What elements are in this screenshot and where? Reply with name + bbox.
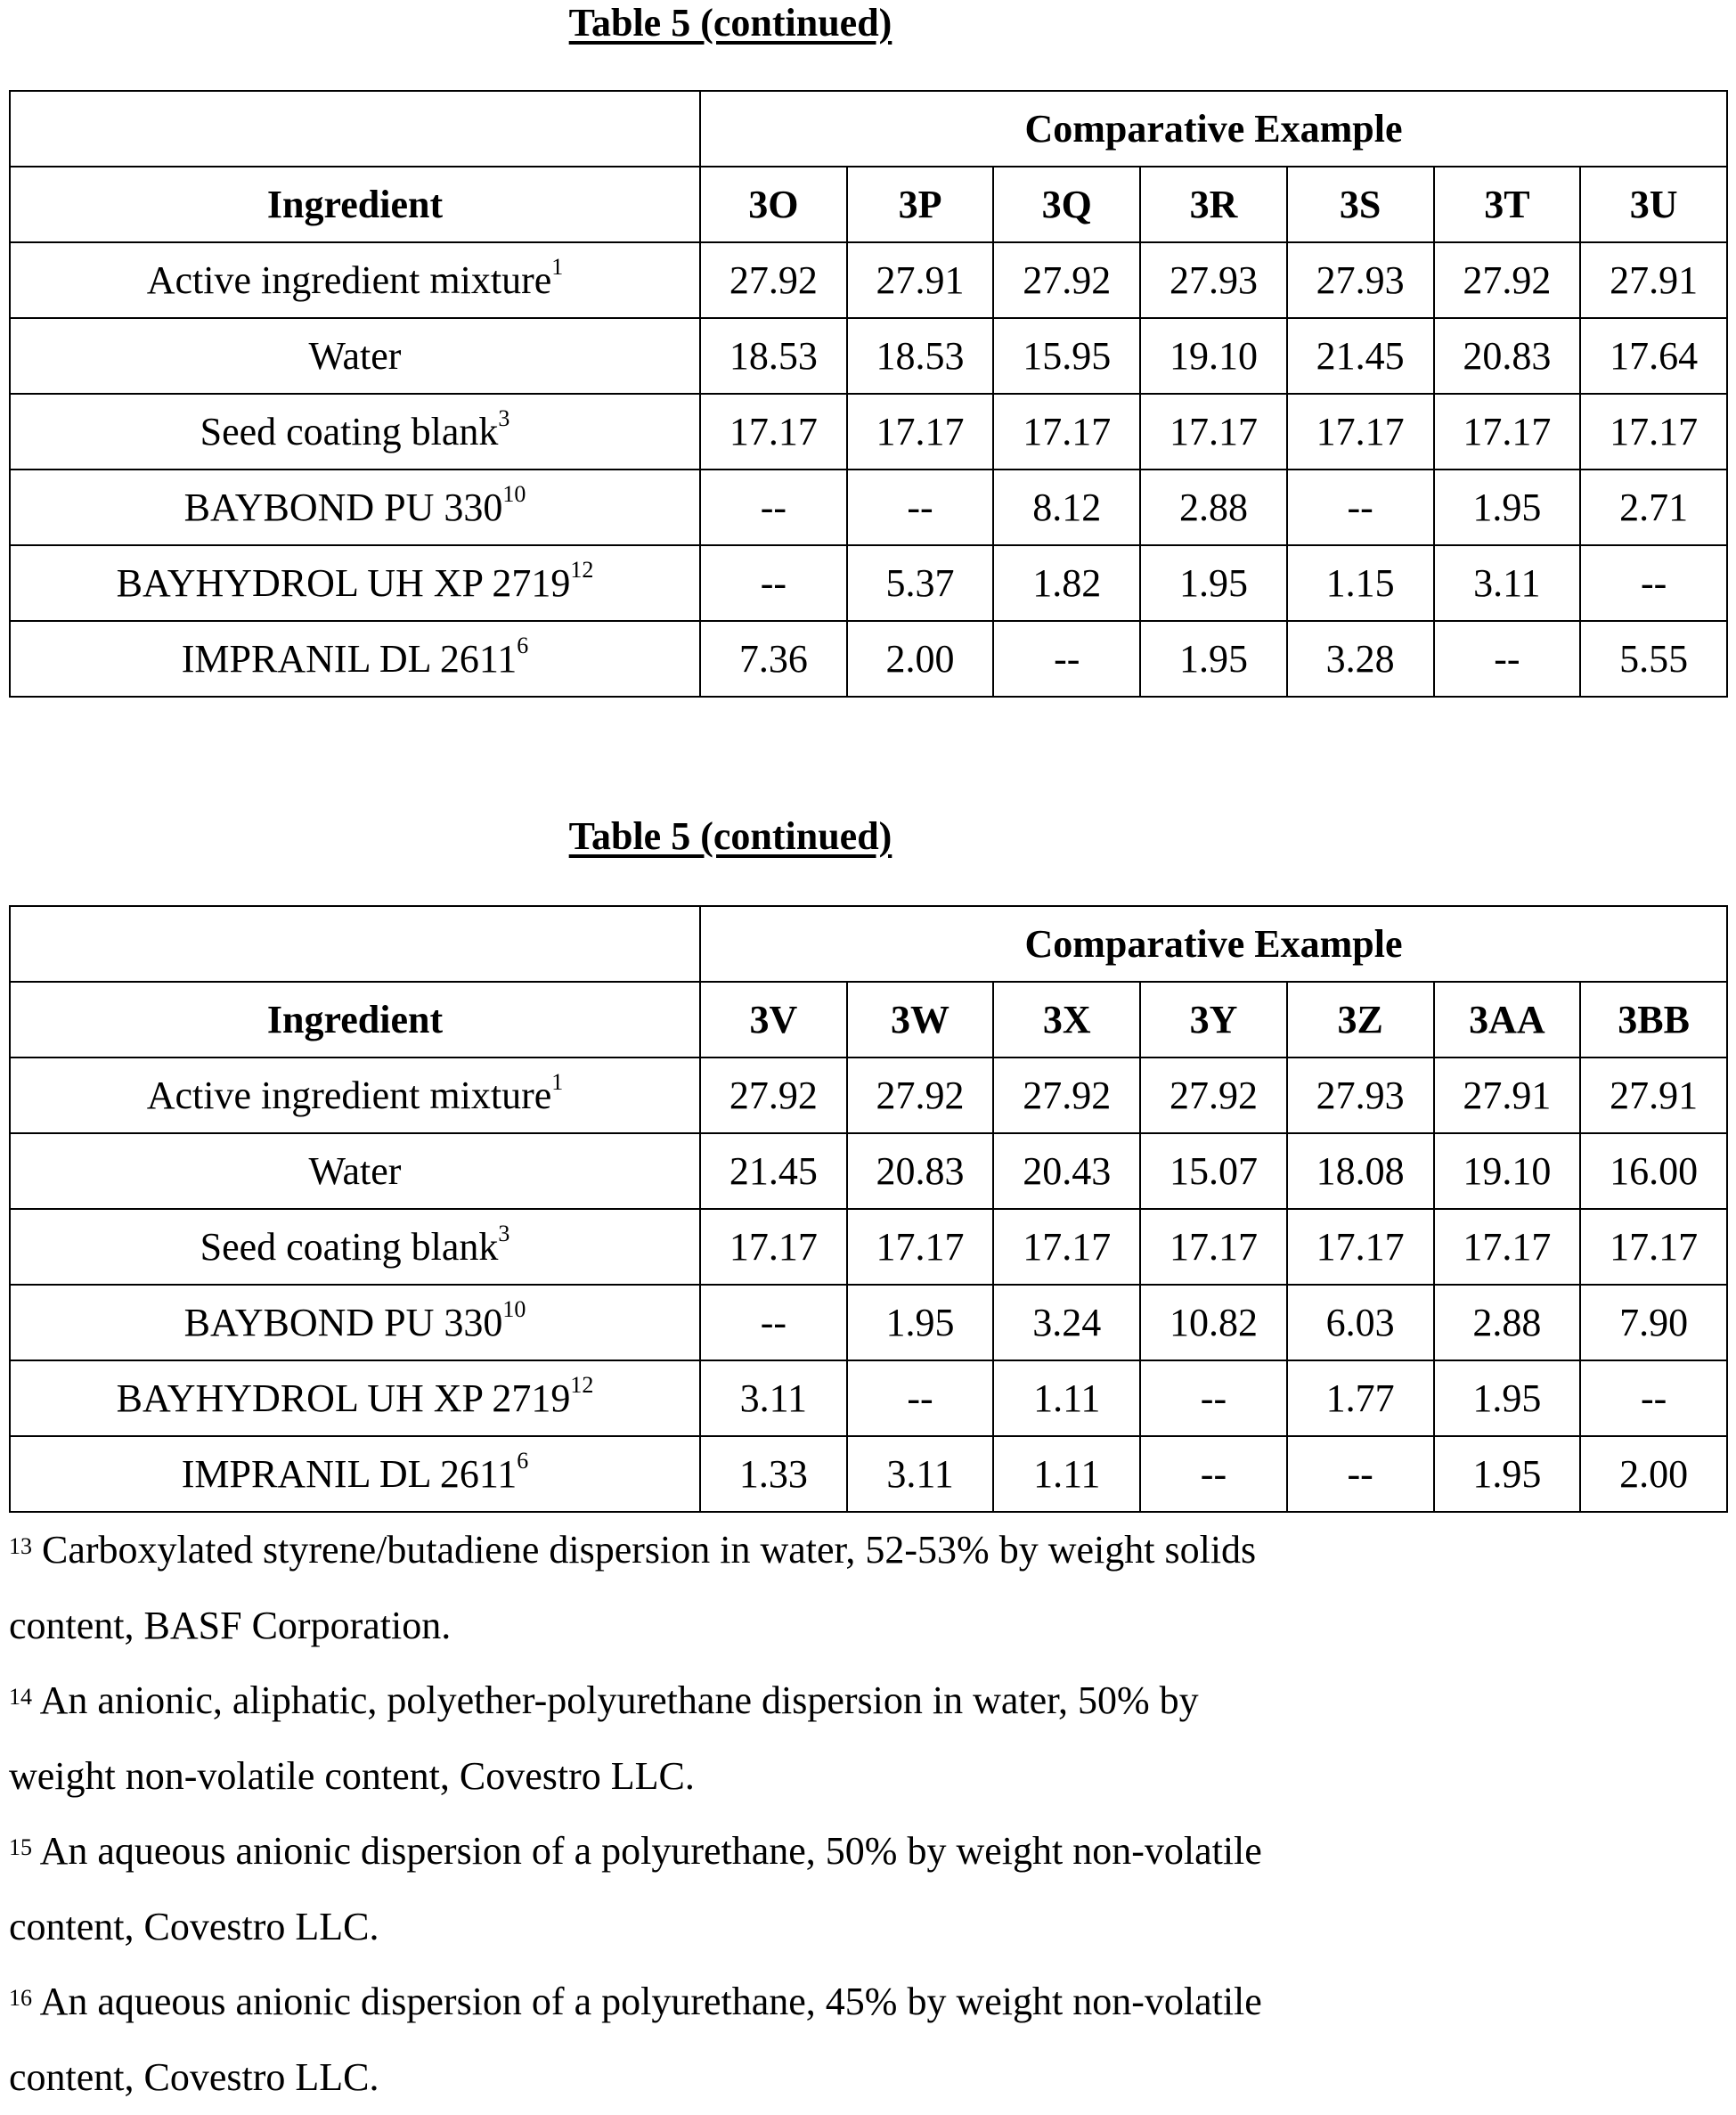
footnote [9,1663,1612,1814]
ingredient-label: BAYHYDROL UH XP 2719 [117,1376,571,1420]
ingredient-name [10,1209,700,1285]
footnote [9,1964,1612,2115]
table-cell: 16.00 [1580,1133,1727,1209]
table-cell: 1.77 [1287,1360,1434,1436]
table-row [10,318,1727,394]
footnote-text: An aqueous anionic dispersion of a polyurethane, 50% by weight non-volatile [40,1829,1262,1873]
table-cell: 3.28 [1287,621,1434,697]
table-cell: 21.45 [1287,318,1434,394]
table-cell: 2.71 [1580,470,1727,545]
table-cell: -- [1287,1436,1434,1512]
table-row [10,1209,1727,1285]
ingredient-label: Water [309,334,402,378]
table-row [10,621,1727,697]
table-cell: 20.83 [847,1133,994,1209]
footnote-number: 16 [9,1985,32,2011]
table-cell: 17.17 [1434,1209,1581,1285]
ingredient-label: IMPRANIL DL 2611 [182,637,517,681]
ingredient-name [10,1436,700,1512]
footnote-line [9,1513,1612,1588]
ingredient-label: Active ingredient mixture [147,258,552,302]
table-cell: 1.15 [1287,545,1434,621]
table-cell: 15.07 [1140,1133,1287,1209]
table-row [10,1436,1727,1512]
group-header: Comparative Example [700,91,1727,167]
column-header: 3O [700,167,847,242]
column-header: 3P [847,167,994,242]
ingredient-name [10,1360,700,1436]
table-cell: 5.37 [847,545,994,621]
ingredient-label: Water [309,1149,402,1193]
ingredient-label: Active ingredient mixture [147,1074,552,1117]
footnote-line [9,1964,1612,2040]
table-cell: 17.17 [1287,394,1434,470]
table-cell: 1.11 [993,1360,1140,1436]
footnote-ref: 12 [570,1372,593,1398]
table-cell: -- [1580,545,1727,621]
table-cell: 27.92 [1434,242,1581,318]
empty-cell [10,91,700,167]
table-cell: -- [700,545,847,621]
table-cell: 27.91 [1434,1058,1581,1133]
footnote-text: content, Covestro LLC. [9,2055,379,2099]
table-row [10,545,1727,621]
ingredient-name [10,470,700,545]
footnote-line [9,2040,1612,2115]
footnote-ref: 3 [498,405,509,431]
table-cell: 27.92 [700,1058,847,1133]
column-header: 3U [1580,167,1727,242]
column-header: 3BB [1580,982,1727,1058]
table-cell: -- [847,1360,994,1436]
table-cell: 2.88 [1434,1285,1581,1360]
table-cell: 3.11 [847,1436,994,1512]
table-cell: 6.03 [1287,1285,1434,1360]
table-cell: 7.90 [1580,1285,1727,1360]
table-cell: 17.64 [1580,318,1727,394]
footnote-text: Carboxylated styrene/butadiene dispersion in water, 52-53% by weight solids [42,1528,1256,1572]
table-cell: -- [1287,470,1434,545]
empty-cell [10,906,700,982]
footnote-text: content, Covestro LLC. [9,1905,379,1948]
footnote-ref: 1 [551,254,563,280]
table-cell: 27.91 [847,242,994,318]
table-cell: 27.92 [993,1058,1140,1133]
table-cell: 17.17 [1580,1209,1727,1285]
column-header-row [10,167,1727,242]
table-cell: 17.17 [1140,394,1287,470]
ingredient-label: Seed coating blank [200,410,499,453]
footnote-number: 14 [9,1684,32,1710]
table-cell: 27.92 [1140,1058,1287,1133]
table-cell: 19.10 [1434,1133,1581,1209]
table-cell: 21.45 [700,1133,847,1209]
footnote-number: 15 [9,1834,32,1860]
table-cell: 17.17 [1287,1209,1434,1285]
ingredient-name [10,318,700,394]
group-header-row [10,906,1727,982]
table-cell: 1.11 [993,1436,1140,1512]
footnote-ref: 1 [551,1069,563,1095]
footnote [9,1814,1612,1964]
ingredient-name [10,1058,700,1133]
table-cell: -- [700,470,847,545]
table-row [10,1285,1727,1360]
table-cell: 27.91 [1580,1058,1727,1133]
table-cell: 3.11 [700,1360,847,1436]
table-cell: 19.10 [1140,318,1287,394]
table-row [10,242,1727,318]
footnote-text: An anionic, aliphatic, polyether-polyurethane dispersion in water, 50% by [40,1678,1199,1722]
column-header: 3Z [1287,982,1434,1058]
column-header: 3W [847,982,994,1058]
ingredient-label: IMPRANIL DL 2611 [182,1452,517,1496]
footnote-ref: 3 [498,1221,509,1246]
table-1 [9,90,1728,698]
table-row [10,470,1727,545]
footnote-ref: 10 [502,481,526,507]
column-header: 3Q [993,167,1140,242]
footnote-ref: 6 [517,1448,528,1474]
table-cell: 2.00 [847,621,994,697]
table-cell: -- [1580,1360,1727,1436]
table-cell: 1.95 [1434,1436,1581,1512]
table-cell: 17.17 [700,394,847,470]
table-cell: 18.08 [1287,1133,1434,1209]
table-cell: -- [700,1285,847,1360]
table-cell: -- [847,470,994,545]
ingredient-header: Ingredient [10,982,700,1058]
ingredient-header: Ingredient [10,167,700,242]
table-row [10,394,1727,470]
table-cell: 27.92 [993,242,1140,318]
table-cell: 1.95 [1434,1360,1581,1436]
table-cell: 5.55 [1580,621,1727,697]
footnote [9,1513,1612,1663]
ingredient-label: Seed coating blank [200,1225,499,1269]
ingredient-label: BAYBOND PU 330 [184,486,503,529]
table-cell: 17.17 [1580,394,1727,470]
column-header: 3R [1140,167,1287,242]
column-header: 3X [993,982,1140,1058]
footnote-text: weight non-volatile content, Covestro LLC. [9,1754,695,1798]
table-cell: -- [1140,1360,1287,1436]
ingredient-label: BAYBOND PU 330 [184,1301,503,1344]
table-cell: 17.17 [700,1209,847,1285]
table-cell: 3.11 [1434,545,1581,621]
group-header-row [10,91,1727,167]
table-cell: 1.95 [847,1285,994,1360]
table-cell: 27.93 [1140,242,1287,318]
table-cell: 1.82 [993,545,1140,621]
table-cell: 1.95 [1434,470,1581,545]
table-cell: 15.95 [993,318,1140,394]
ingredient-name [10,1285,700,1360]
table-cell: 18.53 [700,318,847,394]
footnote-line [9,1588,1612,1664]
table-cell: 8.12 [993,470,1140,545]
table-1-title: Table 5 (continued) [0,0,1461,45]
table-cell: -- [993,621,1140,697]
footnote-ref: 12 [570,557,593,583]
column-header: 3T [1434,167,1581,242]
footnote-text: content, BASF Corporation. [9,1604,451,1647]
table-cell: 27.92 [700,242,847,318]
column-header: 3V [700,982,847,1058]
table-cell: 27.91 [1580,242,1727,318]
table-cell: 17.17 [993,394,1140,470]
table-cell: 7.36 [700,621,847,697]
column-header: 3AA [1434,982,1581,1058]
table-cell: 18.53 [847,318,994,394]
footnote-line [9,1663,1612,1739]
table-row [10,1360,1727,1436]
group-header: Comparative Example [700,906,1727,982]
table-cell: 1.95 [1140,621,1287,697]
table-row [10,1133,1727,1209]
ingredient-name [10,242,700,318]
table-cell: 10.82 [1140,1285,1287,1360]
ingredient-name [10,621,700,697]
table-cell: 17.17 [993,1209,1140,1285]
table-row [10,1058,1727,1133]
footnote-ref: 10 [502,1296,526,1322]
ingredient-name [10,1133,700,1209]
table-cell: 17.17 [1140,1209,1287,1285]
table-2 [9,905,1728,1513]
table-cell: 2.88 [1140,470,1287,545]
footnote-line [9,1814,1612,1890]
ingredient-name [10,545,700,621]
footnote-number: 13 [9,1533,32,1559]
table-cell: 17.17 [847,394,994,470]
table-cell: 27.93 [1287,1058,1434,1133]
footnote-ref: 6 [517,633,528,658]
column-header: 3Y [1140,982,1287,1058]
table-cell: 3.24 [993,1285,1140,1360]
ingredient-label: BAYHYDROL UH XP 2719 [117,561,571,605]
table-cell: 27.92 [847,1058,994,1133]
footnote-line [9,1890,1612,1965]
table-2-title: Table 5 (continued) [0,813,1461,859]
ingredient-name [10,394,700,470]
table-cell: 1.95 [1140,545,1287,621]
footnote-text: An aqueous anionic dispersion of a polyurethane, 45% by weight non-volatile [40,1980,1262,2023]
table-cell: 17.17 [1434,394,1581,470]
column-header-row [10,982,1727,1058]
table-cell: 2.00 [1580,1436,1727,1512]
table-cell: -- [1140,1436,1287,1512]
column-header: 3S [1287,167,1434,242]
table-cell: -- [1434,621,1581,697]
table-cell: 20.43 [993,1133,1140,1209]
table-cell: 20.83 [1434,318,1581,394]
footnotes [9,1513,1612,2115]
table-cell: 1.33 [700,1436,847,1512]
footnote-line [9,1739,1612,1815]
table-cell: 27.93 [1287,242,1434,318]
table-cell: 17.17 [847,1209,994,1285]
